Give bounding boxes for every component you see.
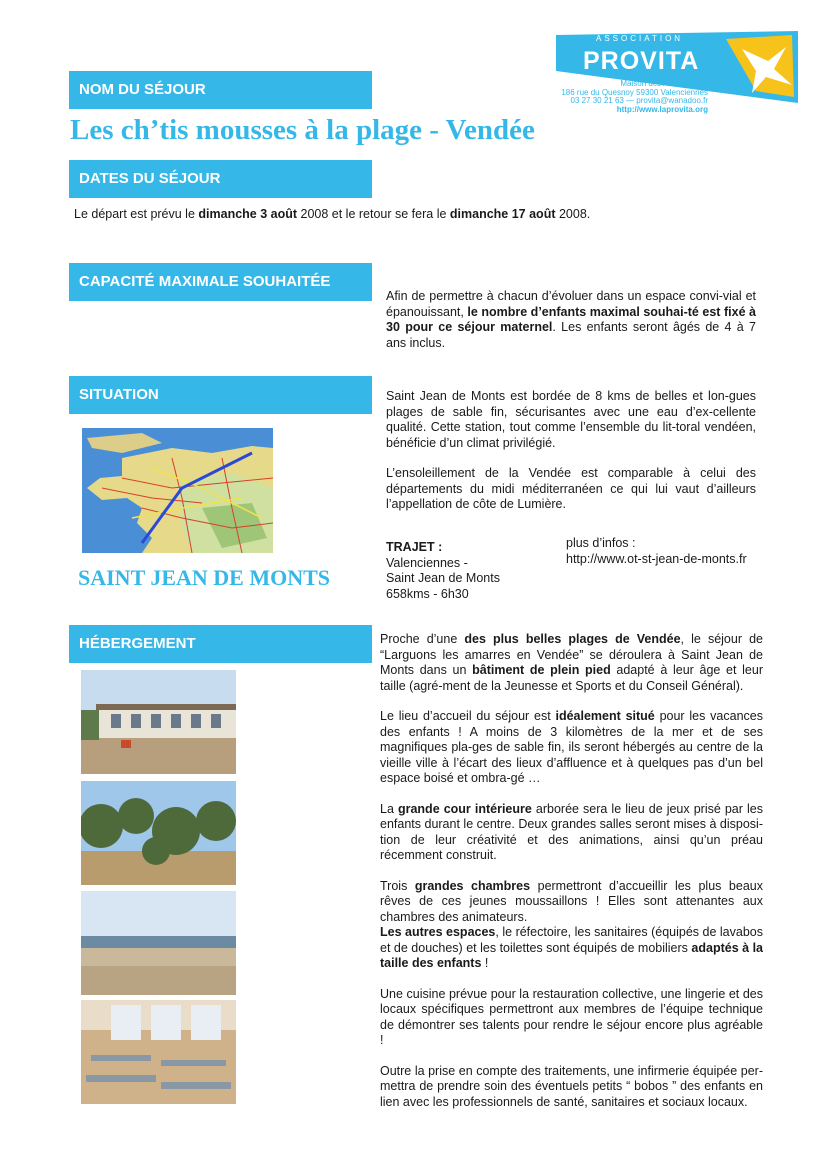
section-capacite: CAPACITÉ MAXIMALE SOUHAITÉE — [69, 263, 372, 301]
infos-link[interactable]: http://www.ot-st-jean-de-monts.fr — [566, 551, 747, 566]
hebergement-text: Proche d’une des plus belles plages de Vendée, le séjour de “Larguons les amarres en Vendée” se déroulera à Saint Jean de Monts dans un bâtiment de plein pied adapté à leur âge et leur taille (agré-ment de la Jeunesse et Sports et du Conseil Général). Le lieu d’accueil du séjour est idéalement situé pour les vacances des enfants ! A moins de 3 kilomètres de la mer et de ses magnifiques pla-ges de sable fin, ils seront hébergés au centre de la vieille ville à l’écart des lieux d’affluence et à quelques pas d’un bel espace boisé et ombra-gé … La grande cour intérieure arborée sera le lieu de jeux prisé par les enfants durant le centre. Deux grandes salles seront mises à disposi-tion de leur créativité et des animations, ainsi qu’un préau récemment construit. Trois grandes chambres permettront d’accueillir les plus beaux rêves de ces jeunes moussaillons ! Elles sont attenantes aux chambres des animateurs. Les autres espaces, le réfectoire, les sanitaires (équipés de lavabos et de douches) et les toilettes sont équipés de mobiliers adaptés à la taille des enfants ! Une cuisine prévue pour la restauration collective, une lingerie et des locaux spécifiques permettront aux membres de l’équipe technique de démontrer ses talents pour rendre le séjour encore plus agréable ! Outre la prise en compte des traitements, une infirmerie équipée per-mettra de prendre soin des éventuels petits “ bobos ” des enfants en lien avec les professionnels de santé, sanitaires et sociaux locaux. — [380, 632, 764, 1109]
section-situation: SITUATION — [69, 376, 372, 414]
section-nom: NOM DU SÉJOUR — [69, 71, 372, 109]
photo-building — [81, 670, 236, 774]
section-hebergement: HÉBERGEMENT — [69, 625, 372, 663]
dates-text: Le départ est prévu le dimanche 3 août 2008 et le retour se fera le dimanche 17 août 2008. — [74, 207, 591, 221]
map-image — [82, 428, 273, 553]
logo-association: ASSOCIATION — [596, 34, 684, 43]
trajet-block: TRAJET : Valenciennes - Saint Jean de Monts 658kms - 6h30 — [386, 540, 500, 601]
page-title: Les ch’tis mousses à la plage - Vendée — [70, 114, 535, 146]
photo-beach — [81, 891, 236, 995]
situation-text: Saint Jean de Monts est bordée de 8 kms de belles et lon-gues plages de sable fin, sécurisantes avec une eau d’ex-cellente qualité. Cette station, tout comme l’ensemble du lit-toral vendéen, bénéficie d’un climat privilégié. L’ensoleillement de la Vendée est comparable à celui des départements du midi méditerranéen ce qui lui vaut d’ailleurs l’appellation de côte de Lumière. — [386, 389, 756, 511]
infos-block: plus d’infos : http://www.ot-st-jean-de-monts.fr — [566, 536, 786, 567]
capacite-text: Afin de permettre à chacun d’évoluer dans un espace convi-vial et épanouissant, le nombre d’enfants maximal souhai-té est fixé à 30 pour ce séjour maternel. Les enfants seront âgés de 4 à 7 ans inclus. — [386, 289, 757, 350]
logo-name: PROVITA — [583, 47, 700, 75]
logo-address: Maison des Associations 186 rue du Quesnoy 59300 Valenciennes 03 27 30 21 63 — provita@wanadoo.fr http://www.laprovita.org — [561, 79, 708, 114]
photo-dining-room — [81, 1000, 236, 1104]
section-dates: DATES DU SÉJOUR — [69, 160, 372, 198]
place-name: SAINT JEAN DE MONTS — [78, 565, 331, 590]
photo-trees — [81, 781, 236, 885]
